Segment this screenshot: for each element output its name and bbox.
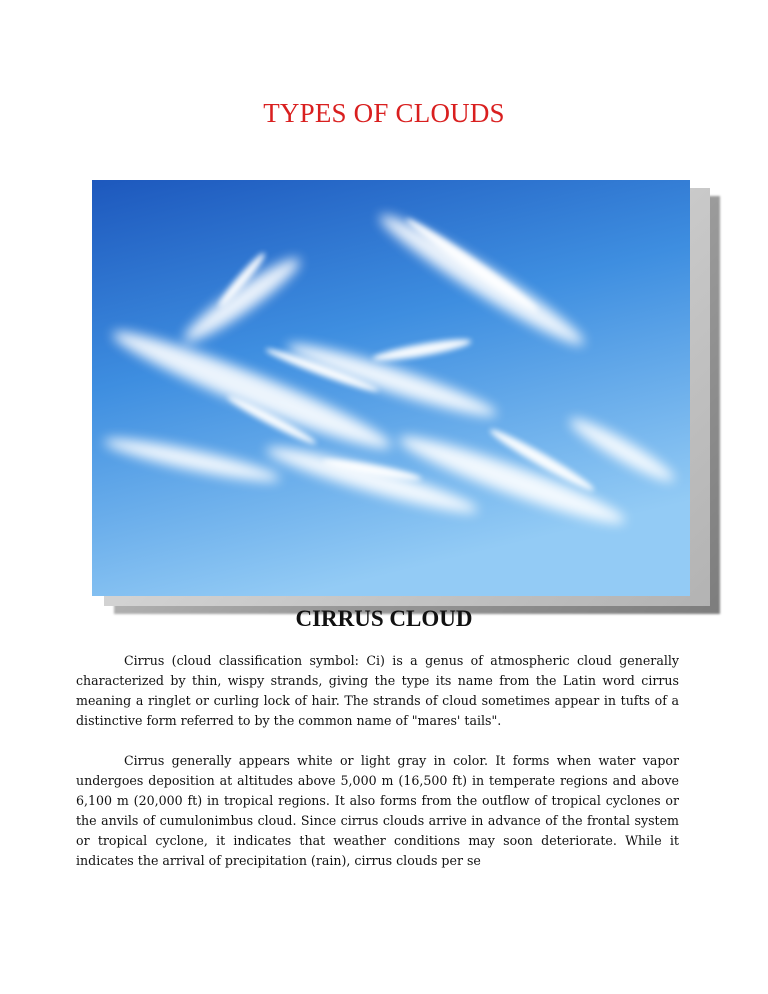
section-heading: CIRRUS CLOUD bbox=[295, 606, 473, 631]
photo-frame bbox=[92, 180, 690, 596]
paragraph-1: Cirrus (cloud classification symbol: Ci) is a genus of atmospheric cloud generally characterized by thin, wispy strands, giving the type its name from the Latin word cirrus meaning a ringlet or curling lock of hair. The strands of cloud sometimes appear in tufts of a distinctive form referred to by the common name of "mares' tails". bbox=[76, 653, 679, 728]
page-title: TYPES OF CLOUDS bbox=[263, 98, 505, 128]
paragraph-2: Cirrus generally appears white or light gray in color. It forms when water vapor undergoes deposition at altitudes above 5,000 m (16,500 ft) in temperate regions and above 6,100 m (20,000 ft) in tropical regions. It also forms from the outflow of tropical cyclones or the anvils of cumulonimbus cloud. Since cirrus clouds arrive in advance of the frontal system or tropical cyclone, it indicates that weather conditions may soon deteriorate. While it indicates the arrival of precipitation (rain), cirrus clouds per se bbox=[76, 753, 679, 868]
cirrus-clouds-image bbox=[92, 180, 690, 596]
body-text bbox=[76, 651, 679, 871]
cirrus-clouds-photo bbox=[92, 180, 690, 596]
